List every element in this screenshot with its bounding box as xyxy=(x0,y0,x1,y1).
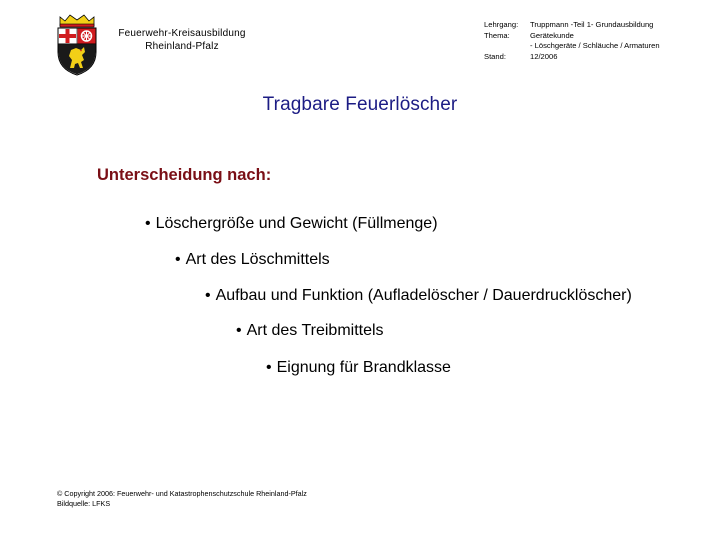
rheinland-pfalz-coat-of-arms-icon xyxy=(54,14,100,76)
meta-value-subtopic: - Löschgeräte / Schläuche / Armaturen xyxy=(530,41,660,50)
bullet-text: Aufbau und Funktion (Aufladelöscher / Dauerdrucklöscher) xyxy=(215,287,632,304)
bullet-text: Art des Treibmittels xyxy=(246,322,384,339)
course-meta xyxy=(484,20,660,62)
meta-row-course xyxy=(484,20,660,31)
meta-row-topic xyxy=(484,31,660,42)
meta-label-date: Stand: xyxy=(484,51,506,61)
bullet-item xyxy=(205,287,632,305)
bullet-dot-icon: • xyxy=(236,322,242,339)
meta-label-topic: Thema: xyxy=(484,30,510,40)
bullet-text: Art des Löschmittels xyxy=(185,251,330,268)
meta-value-topic: Gerätekunde xyxy=(530,30,574,40)
copyright-text: © Copyright 2006: Feuerwehr- und Katastrophenschutzschule Rheinland-Pfalz xyxy=(57,489,307,498)
org-line-1: Feuerwehr-Kreisausbildung xyxy=(118,28,246,39)
slide-subtitle: Unterscheidung nach: xyxy=(97,166,272,184)
bullet-item xyxy=(175,251,330,269)
bullet-dot-icon: • xyxy=(205,287,211,304)
image-source-text: Bildquelle: LFKS xyxy=(57,499,111,508)
bullet-text: Löschergröße und Gewicht (Füllmenge) xyxy=(155,215,438,232)
bullet-dot-icon: • xyxy=(145,215,151,232)
bullet-dot-icon: • xyxy=(175,251,181,268)
bullet-item xyxy=(145,215,438,233)
bullet-text: Eignung für Brandklasse xyxy=(276,359,451,376)
meta-row-date xyxy=(484,52,660,63)
bullet-item xyxy=(266,359,451,377)
bullet-dot-icon: • xyxy=(266,359,272,376)
meta-row-subtopic xyxy=(484,41,660,52)
slide-title: Tragbare Feuerlöscher xyxy=(262,94,458,115)
meta-label-subtopic xyxy=(484,41,530,52)
meta-label-course: Lehrgang: xyxy=(484,20,519,29)
meta-value-course: Truppmann -Teil 1- Grundausbildung xyxy=(530,20,654,29)
footer xyxy=(57,489,307,509)
bullet-item xyxy=(236,322,384,340)
org-line-2: Rheinland-Pfalz xyxy=(145,41,219,52)
meta-value-date: 12/2006 xyxy=(530,51,558,61)
organization-name xyxy=(112,27,252,53)
